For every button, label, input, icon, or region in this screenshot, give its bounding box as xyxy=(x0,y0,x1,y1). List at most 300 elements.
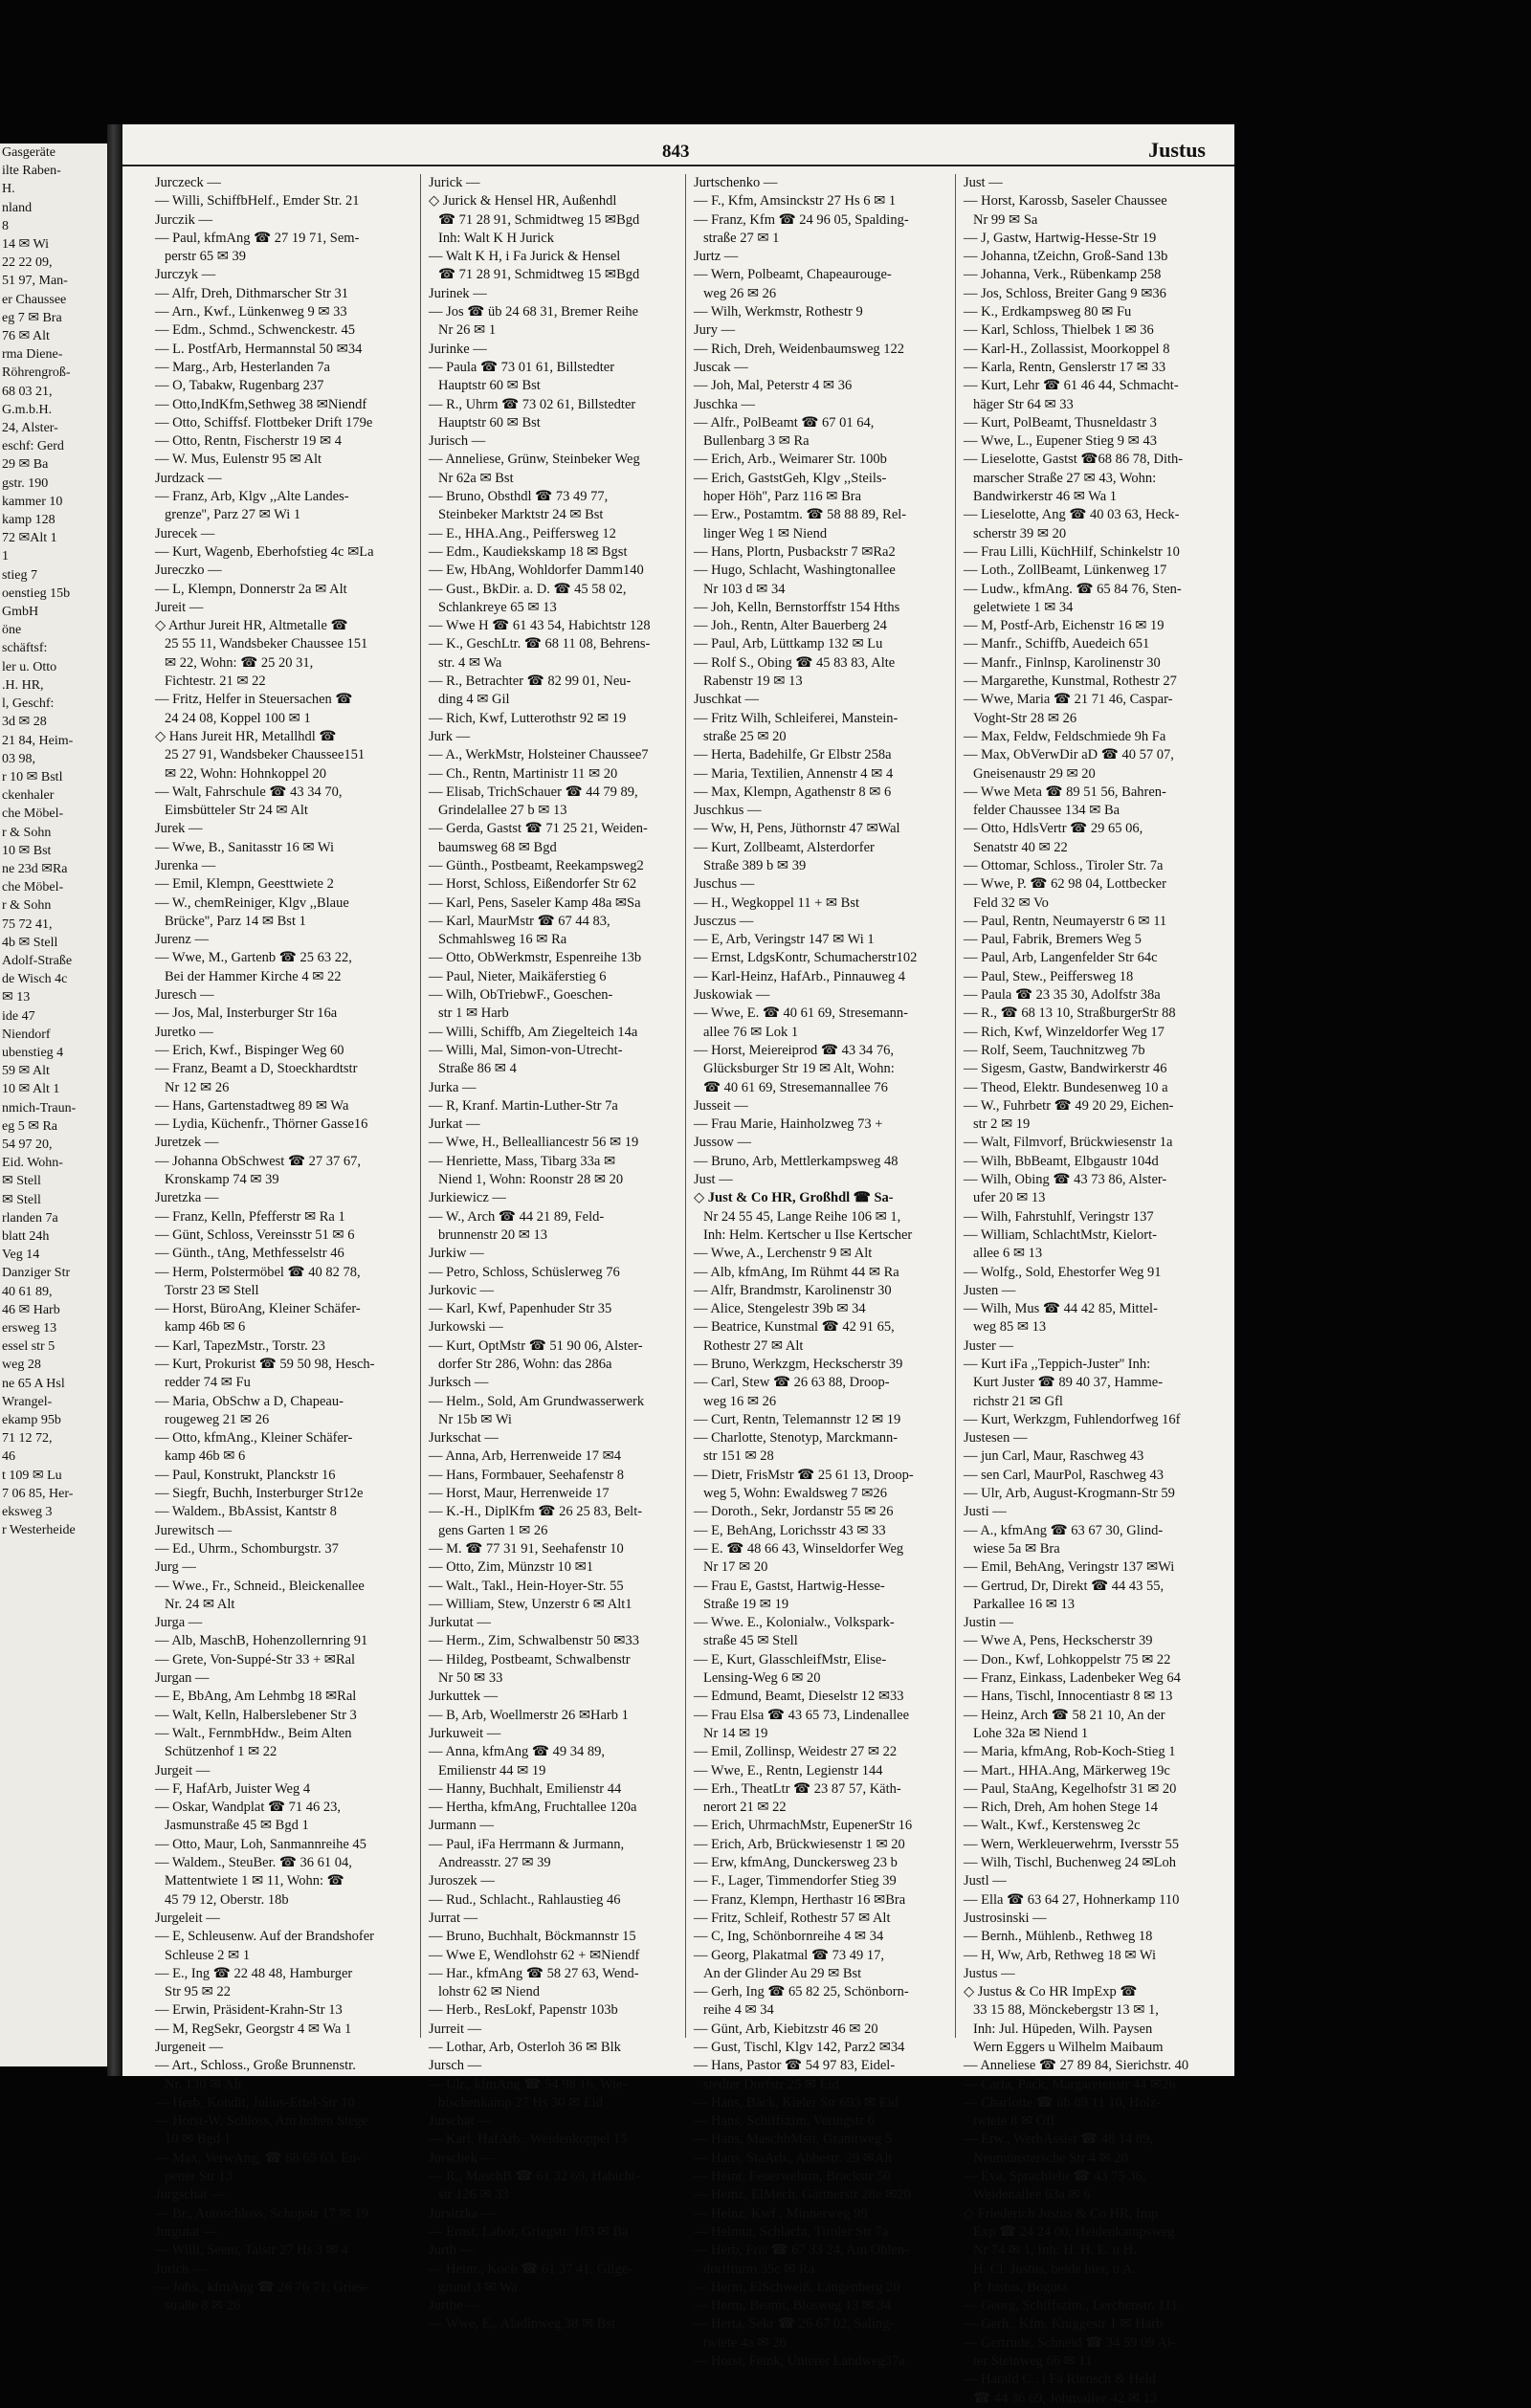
directory-entry-line: Kurt Juster ☎ 89 40 37, Hamme- xyxy=(973,1375,1164,1391)
directory-entry-line: — E, BehAng, Lorichsstr 43 ✉ 33 xyxy=(694,1522,886,1538)
directory-entry-line: — Bruno, Buchhalt, Böckmannstr 15 xyxy=(429,1929,636,1945)
directory-entry-line: — Frau E, Gastst, Hartwig-Hesse- xyxy=(694,1578,885,1594)
directory-entry-line: — Grete, Von-Suppé-Str 33 + ✉Ral xyxy=(155,1651,356,1668)
directory-entry-line: — Franz, Klempn, Herthastr 16 ✉Bra xyxy=(694,1891,906,1908)
directory-entry-line: — Wwe, E., Rentn, Legienstr 144 xyxy=(694,1762,883,1778)
directory-entry-line: — Paul, iFa Herrmann & Jurmann, xyxy=(429,1836,625,1852)
surname-heading: Juscak — xyxy=(694,359,748,375)
directory-entry-line: — M, Postf-Arb, Eichenstr 16 ✉ 19 xyxy=(964,618,1165,634)
directory-entry-line: — Franz, Beamt a D, Stoeckhardtstr xyxy=(155,1061,358,1077)
directory-entry-line: felder Chaussee 134 ✉ Ba xyxy=(973,803,1121,819)
directory-entry-line: — Karl-Heinz, HafArb., Pinnauweg 4 xyxy=(694,968,906,984)
surname-heading: Jurk — xyxy=(429,728,471,744)
directory-entry-line: — Hans, Schiffszim, Veringstr 6 xyxy=(694,2113,875,2130)
surname-heading: Jurga — xyxy=(155,1615,203,1631)
directory-entry-line: — E, Arb, Veringstr 147 ✉ Wi 1 xyxy=(694,932,875,948)
directory-entry-line: — Alfr., PolBeamt ☎ 67 01 64, xyxy=(694,414,875,431)
directory-entry-line: — F, HafArb, Juister Weg 4 xyxy=(155,1780,311,1797)
directory-entry-line: Nr. 24 ✉ Alt xyxy=(165,1596,235,1612)
directory-entry-line: — Wwe Meta ☎ 89 51 56, Bahren- xyxy=(964,784,1166,800)
directory-entry-line: grund 3 ✉ Wa xyxy=(438,2279,518,2295)
directory-entry-line: — F., Kfm, Amsinckstr 27 Hs 6 ✉ 1 xyxy=(694,193,897,210)
fragment-line: 22 22 09, xyxy=(2,255,53,271)
directory-entry-line: — K., GeschLtr. ☎ 68 11 08, Behrens- xyxy=(429,636,651,652)
directory-entry-line: — L. PostfArb, Hermannstal 50 ✉34 xyxy=(155,341,363,357)
fragment-line: r Westerheide xyxy=(2,1523,76,1538)
directory-entry-line: — R., Betrachter ☎ 82 99 01, Neu- xyxy=(429,674,632,690)
directory-entry-line: — Oskar, Wandplat ☎ 71 46 23, xyxy=(155,1800,342,1816)
directory-entry-line: — Franz, Arb, Klgv ,,Alte Landes- xyxy=(155,489,349,505)
fragment-line: ckenhaler xyxy=(2,788,55,804)
previous-page-fragment xyxy=(0,144,107,2066)
directory-entry-line: — Herm, Beamt, Blosweg 13 ✉ 34 xyxy=(694,2298,892,2314)
directory-entry-line: An der Glinder Au 29 ✉ Bst xyxy=(703,1965,862,1981)
directory-entry-line: — E, Schleusenw. Auf der Brandshofer xyxy=(155,1929,374,1945)
directory-entry-line: — B, Arb, Woellmerstr 26 ✉Harb 1 xyxy=(429,1707,629,1723)
directory-entry-line: — Harald C., i Fa Riensch & Held xyxy=(964,2372,1156,2388)
directory-entry-line: — Hildeg, Postbeamt, Schwalbenstr xyxy=(429,1651,631,1668)
directory-entry-line: — W. Mus, Eulenstr 95 ✉ Alt xyxy=(155,452,322,468)
directory-entry-line: — Horst, Karossb, Saseler Chaussee xyxy=(964,193,1167,210)
surname-heading: Juschkat — xyxy=(694,692,760,708)
directory-entry-line: — Wwe, M., Gartenb ☎ 25 63 22, xyxy=(155,950,352,966)
directory-entry-line: — Wern, Polbeamt, Chapeaurouge- xyxy=(694,267,892,283)
directory-entry-line: — Willi, SchiffbHelf., Emder Str. 21 xyxy=(155,193,360,210)
fragment-line: 40 61 89, xyxy=(2,1284,53,1299)
directory-entry-line: — Paul, Arb, Lüttkamp 132 ✉ Lu xyxy=(694,636,883,652)
directory-entry-line: Nr 74 ✉ 1, Inh: H. H. E. u H. xyxy=(973,2242,1137,2259)
surname-heading: Jurdzack — xyxy=(155,470,222,486)
directory-entry-line: — Otto,IndKfm,Sethweg 38 ✉Niendf xyxy=(155,396,367,412)
surname-heading: Jurth — xyxy=(429,2242,475,2259)
directory-entry-line: Bei der Hammer Kirche 4 ✉ 22 xyxy=(165,968,342,984)
directory-entry-line: — Anneliese ☎ 27 89 84, Sierichstr. 40 xyxy=(964,2058,1189,2074)
directory-entry-line: — R., MaschB ☎ 61 32 69, Habicht- xyxy=(429,2169,641,2185)
surname-heading: Jury — xyxy=(694,322,736,339)
directory-entry-line: — Wwe, E., Aladinweg 38 ✉ Bst xyxy=(429,2316,616,2332)
directory-entry-line: — Doroth., Sekr, Jordanstr 55 ✉ 26 xyxy=(694,1504,894,1520)
surname-heading: Jurkiewicz — xyxy=(429,1190,506,1206)
directory-entry-line: Nr 99 ✉ Sa xyxy=(973,211,1038,228)
surname-heading: Jureczko — xyxy=(155,563,222,579)
directory-entry-line: baumsweg 68 ✉ Bgd xyxy=(438,839,557,855)
directory-entry-line: Grindelallee 27 b ✉ 13 xyxy=(438,803,567,819)
directory-entry-line: ☎ 44 36 69, Johnsallee 42 ✉ 13 xyxy=(973,2390,1158,2406)
directory-entry-line: — Hertha, kfmAng, Fruchtallee 120a xyxy=(429,1800,637,1816)
surname-heading: Jurkiw — xyxy=(429,1246,484,1262)
fragment-line: kammer 10 xyxy=(2,494,63,509)
directory-entry-line: — Herm, ElSchweiß, Langenberg 20 xyxy=(694,2279,900,2295)
directory-entry-line: — Erich, Kwf., Bispinger Weg 60 xyxy=(155,1042,344,1058)
directory-entry-line: geletwiete 1 ✉ 34 xyxy=(973,599,1074,615)
directory-entry-line: — Franz, Einkass, Ladenbeker Weg 64 xyxy=(964,1670,1181,1687)
surname-heading: Jurczyk — xyxy=(155,267,216,283)
surname-heading: Jurtschenko — xyxy=(694,175,778,190)
directory-entry-line: — Karl, TapezMstr., Torstr. 23 xyxy=(155,1337,325,1354)
directory-entry-line: — Johanna ObSchwest ☎ 27 37 67, xyxy=(155,1153,362,1169)
directory-entry-line: — Art., Schloss., Große Brunnenstr. xyxy=(155,2058,356,2074)
directory-entry-line: — Charlotte, Stenotyp, Marckmann- xyxy=(694,1430,899,1447)
directory-entry-line: — M. ☎ 77 31 91, Seehafenstr 10 xyxy=(429,1540,624,1557)
fragment-line: 54 97 20, xyxy=(2,1137,53,1152)
directory-entry-line: — Horst, Meiereiprod ☎ 43 34 76, xyxy=(694,1042,894,1058)
directory-entry-line: Nr 17 ✉ 20 xyxy=(703,1559,768,1576)
surname-heading: Juretzek — xyxy=(155,1135,219,1151)
surname-heading: Jurczik — xyxy=(155,211,212,228)
directory-entry-line: — Wwe E, Wendlohstr 62 + ✉Niendf xyxy=(429,1947,640,1963)
surname-heading: Jurenka — xyxy=(155,857,216,873)
directory-entry-line: straße 27 ✉ 1 xyxy=(703,230,780,246)
directory-entry-line: — sen Carl, MaurPol, Raschweg 43 xyxy=(964,1467,1165,1483)
surname-heading: Jurka — xyxy=(429,1079,477,1095)
directory-entry-line: — Wwe, P. ☎ 62 98 04, Lottbecker xyxy=(964,876,1166,893)
directory-entry-line: — J, Gastw, Hartwig-Hesse-Str 19 xyxy=(964,230,1157,246)
surname-heading: Jusczus — xyxy=(694,913,754,929)
directory-entry-line: allee 76 ✉ Lok 1 xyxy=(703,1024,799,1040)
fragment-line: rma Diene- xyxy=(2,347,63,363)
directory-entry-line: Rothestr 27 ✉ Alt xyxy=(703,1337,804,1354)
surname-heading: Jusseit — xyxy=(694,1097,748,1114)
fragment-line: 75 72 41, xyxy=(2,917,53,932)
directory-entry-line: — Gertrude, Schneid ☎ 34 59 09 Al- xyxy=(964,2334,1176,2351)
directory-entry-line: Jasmunstraße 45 ✉ Bgd 1 xyxy=(165,1818,309,1834)
directory-entry-line: — Joh, Kelln, Bernstorffstr 154 Hths xyxy=(694,599,900,615)
directory-entry-line: Nr 14 ✉ 19 xyxy=(703,1725,768,1741)
surname-heading: Jurek — xyxy=(155,821,203,837)
fragment-line: ubenstieg 4 xyxy=(2,1045,64,1060)
surname-heading: Jurgeneit — xyxy=(155,2039,224,2055)
directory-entry-line: twiete 8 ✉ Gfl xyxy=(973,2113,1055,2130)
directory-entry-line: — Walt, Kelln, Halberslebener Str 3 xyxy=(155,1707,357,1723)
directory-entry-line: — Heinz, Arch ☎ 58 21 10, An der xyxy=(964,1707,1165,1723)
directory-entry-line: — Wwe A, Pens, Heckscherstr 39 xyxy=(964,1633,1153,1649)
directory-entry-line: — E, Kurt, GlasschleifMstr, Elise- xyxy=(694,1651,887,1668)
surname-heading: Jurmann — xyxy=(429,1818,495,1834)
directory-entry-line: Straße 389 b ✉ 39 xyxy=(703,857,807,873)
surname-heading: Jurinke — xyxy=(429,341,487,357)
directory-entry-line: — Wwe. E., Kolonialw., Volkspark- xyxy=(694,1615,895,1631)
fragment-line: eg 7 ✉ Bra xyxy=(2,310,62,325)
directory-entry-line: — Wilh, ObTriebwF., Goeschen- xyxy=(429,987,613,1004)
directory-entry-line: — Günt, Arb, Kiebitzstr 46 ✉ 20 xyxy=(694,2021,878,2037)
surname-heading: Juskowiak — xyxy=(694,987,770,1004)
fragment-line: 51 97, Man- xyxy=(2,274,68,289)
directory-entry-line: — Wwe, B., Sanitasstr 16 ✉ Wi xyxy=(155,839,335,855)
directory-entry-line: Inh: Walt K H Jurick xyxy=(438,230,554,246)
directory-entry-line: — Emil, BehAng, Veringstr 137 ✉Wi xyxy=(964,1559,1175,1576)
directory-entry-line: — Max, Klempn, Agathenstr 8 ✉ 6 xyxy=(694,784,892,800)
directory-entry-line: — Horst, Feink, Unterer Landweg37a xyxy=(694,2353,905,2370)
directory-entry-line: — Max, Feldw, Feldschmiede 9h Fa xyxy=(964,728,1166,744)
directory-entry-line: — Herm, Polstermöbel ☎ 40 82 78, xyxy=(155,1264,361,1280)
surname-heading: Jurczeck — xyxy=(155,175,221,190)
directory-entry-line: — Gertrud, Dr, Direkt ☎ 44 43 55, xyxy=(964,1578,1165,1594)
directory-entry-line: — Paul, Fabrik, Bremers Weg 5 xyxy=(964,932,1142,948)
directory-column-3 xyxy=(685,174,952,2370)
directory-entry-line: — Gerda, Gastst ☎ 71 25 21, Weiden- xyxy=(429,821,648,837)
directory-entry-line: — Anneliese, Grünw, Steinbeker Weg xyxy=(429,452,640,468)
directory-entry-line: allee 6 ✉ 13 xyxy=(973,1246,1043,1262)
surname-heading: Jurgeleit — xyxy=(155,1910,220,1926)
directory-entry-line: — Curt, Rentn, Telemannstr 12 ✉ 19 xyxy=(694,1411,901,1427)
directory-entry-line: Inh: Helm. Kertscher u Ilse Kertscher xyxy=(703,1226,913,1243)
directory-entry-line: — Waldem., BbAssist, Kantstr 8 xyxy=(155,1504,337,1520)
directory-entry-line: straße 8 ✉ 26 xyxy=(165,2298,241,2314)
fragment-line: GmbH xyxy=(2,605,39,620)
directory-entry-line: — Erh., TheatLtr ☎ 23 87 57, Käth- xyxy=(694,1780,901,1797)
directory-entry-line: 33 15 88, Mönckebergstr 13 ✉ 1, xyxy=(973,2002,1159,2019)
fragment-line: 10 ✉ Alt 1 xyxy=(2,1082,60,1097)
surname-heading: Juroszek — xyxy=(429,1873,495,1889)
directory-entry-line: — Fritz Wilh, Schleiferei, Manstein- xyxy=(694,710,899,726)
fragment-line: 29 ✉ Ba xyxy=(2,457,49,473)
directory-entry-line: — Helm., Sold, Am Grundwasserwerk xyxy=(429,1393,645,1409)
directory-entry-line: — Alb, MaschB, Hohenzollernring 91 xyxy=(155,1633,368,1649)
directory-entry-line: — Wilh, Mus ☎ 44 42 85, Mittel- xyxy=(964,1301,1158,1317)
directory-entry-line: rougeweg 21 ✉ 26 xyxy=(165,1411,270,1427)
directory-entry-line: ✉ 22, Wohn: Hohnkoppel 20 xyxy=(165,765,327,782)
directory-page xyxy=(122,124,1234,2406)
directory-entry-line: — Rolf, Seem, Tauchnitzweg 7b xyxy=(964,1042,1145,1058)
directory-entry-line: Hauptstr 60 ✉ Bst xyxy=(438,414,541,431)
directory-entry-line: — Bruno, Obsthdl ☎ 73 49 77, xyxy=(429,489,609,505)
directory-entry-line: — Bernh., Mühlenb., Rethweg 18 xyxy=(964,1929,1153,1945)
surname-heading: Justus — xyxy=(964,1965,1015,1981)
directory-entry-line: scherstr 39 ✉ 20 xyxy=(973,525,1067,541)
surname-heading: Just — xyxy=(964,175,1003,190)
fragment-line: 46 xyxy=(2,1449,15,1465)
directory-entry-line: — Otto, kfmAng., Kleiner Schäfer- xyxy=(155,1430,353,1447)
directory-entry-line: Neumünstersche Str 4 ✉ 20 xyxy=(973,2150,1128,2166)
fragment-line: ilte Raben- xyxy=(2,164,61,179)
fragment-line: kamp 128 xyxy=(2,513,55,528)
directory-entry-line: — Dietr, FrisMstr ☎ 25 61 13, Droop- xyxy=(694,1467,914,1483)
surname-heading: Jurisch — xyxy=(429,433,486,450)
surname-heading: Juschus — xyxy=(694,876,755,893)
directory-entry-line: — Hans, Tischl, Innocentiastr 8 ✉ 13 xyxy=(964,1689,1173,1705)
directory-entry-line: — Herb, Kondit, Julius-Ertel-Str 10 xyxy=(155,2094,355,2110)
directory-entry-line: str 1 ✉ Harb xyxy=(438,1005,509,1022)
directory-entry-line: — Waldem., SteuBer. ☎ 36 61 04, xyxy=(155,1855,352,1871)
directory-entry-line: — Carla, Pack, Margaretenstr 44 ✉26 xyxy=(964,2076,1176,2092)
directory-entry-line: — Elisab, TrichSchauer ☎ 44 79 89, xyxy=(429,784,638,800)
directory-entry-line: — Bruno, Arb, Mettlerkampsweg 48 xyxy=(694,1153,899,1169)
fragment-line: 71 12 72, xyxy=(2,1431,53,1447)
surname-heading: Jurkuweit — xyxy=(429,1725,501,1741)
directory-entry-line: — Walt., FernmbHdw., Beim Alten xyxy=(155,1725,352,1741)
fragment-line: Niendorf xyxy=(2,1027,51,1042)
directory-entry-line: 25 27 91, Wandsbeker Chaussee151 xyxy=(165,747,366,763)
directory-entry-line: ☎ 40 61 69, Stresemannallee 76 xyxy=(703,1079,888,1095)
directory-entry-line: — Georg, Plakatmal ☎ 73 49 17, xyxy=(694,1947,885,1963)
directory-entry-line: — Rud., Schlacht., Rahlaustieg 46 xyxy=(429,1891,621,1908)
directory-column-2 xyxy=(420,174,682,2332)
surname-heading: Jurkovic — xyxy=(429,1282,495,1298)
directory-entry-line: — Herta, Sekr ☎ 26 67 02, Saling- xyxy=(694,2316,895,2332)
directory-entry-line: — Kurt, Wagenb, Eberhofstieg 4c ✉La xyxy=(155,543,374,560)
directory-entry-line: — Paul, kfmAng ☎ 27 19 71, Sem- xyxy=(155,230,360,246)
directory-entry-line: — Otto, Schiffsf. Flottbeker Drift 179e xyxy=(155,414,373,431)
directory-entry-line: straße 25 ✉ 20 xyxy=(703,728,787,744)
directory-entry-line: — E., Ing ☎ 22 48 48, Hamburger xyxy=(155,1965,353,1981)
directory-entry-line: — Hans, Pastor ☎ 54 97 83, Eidel- xyxy=(694,2058,896,2074)
fragment-line: 14 ✉ Wi xyxy=(2,237,50,253)
surname-heading: Justl — xyxy=(964,1873,1007,1889)
directory-entry-line: linger Weg 1 ✉ Niend xyxy=(703,525,828,541)
directory-entry-line: — Jos ☎ üb 24 68 31, Bremer Reihe xyxy=(429,304,639,320)
directory-entry-line: — Edm., Schmd., Schwenckestr. 45 xyxy=(155,322,356,339)
directory-entry-line: str 151 ✉ 28 xyxy=(703,1448,774,1465)
surname-heading: Jurtz — xyxy=(694,249,739,265)
fragment-line: 46 ✉ Harb xyxy=(2,1302,60,1317)
directory-entry-line: stedter Dorfstr 25 ✉ Eid xyxy=(703,2076,839,2092)
directory-entry-line: — K.-H., DiplKfm ☎ 26 25 83, Belt- xyxy=(429,1504,643,1520)
surname-heading: Jussow — xyxy=(694,1135,752,1151)
surname-heading: Justen — xyxy=(964,1282,1016,1298)
directory-entry-line: bischenkamp 27 Hs 30 ✉ Eid xyxy=(438,2094,604,2110)
surname-heading: Jurecek — xyxy=(155,525,215,541)
surname-heading: Jurick — xyxy=(429,175,480,190)
directory-entry-line: Steinbeker Marktstr 24 ✉ Bst xyxy=(438,507,604,523)
directory-entry-line: — Alb, kfmAng, Im Rühmt 44 ✉ Ra xyxy=(694,1264,899,1280)
directory-entry-line: — Erich, Arb., Weimarer Str. 100b xyxy=(694,452,887,468)
directory-entry-line: — Paula ☎ 23 35 30, Adolfstr 38a xyxy=(964,987,1161,1004)
directory-entry-line: — William, SchlachtMstr, Kielort- xyxy=(964,1226,1157,1243)
directory-entry-line: Feld 32 ✉ Vo xyxy=(973,895,1049,911)
directory-entry-line: redder 74 ✉ Fu xyxy=(165,1375,251,1391)
running-head: Justus xyxy=(1148,138,1206,162)
directory-entry-line: — Wilh, BbBeamt, Elbgaustr 104d xyxy=(964,1153,1159,1169)
surname-heading: Juschkus — xyxy=(694,803,762,819)
directory-entry-line: Schlankreye 65 ✉ 13 xyxy=(438,599,557,615)
directory-entry-line: str 126 ✉ 33 xyxy=(438,2187,509,2203)
directory-entry-line: Gneisenaustr 29 ✉ 20 xyxy=(973,765,1096,782)
surname-heading: Jurewitsch — xyxy=(155,1522,233,1538)
surname-heading: Juretzka — xyxy=(155,1190,219,1206)
directory-entry-line: häger Str 64 ✉ 33 xyxy=(973,396,1074,412)
directory-entry-line: H. Cl. Justus, beide hier, u A. xyxy=(973,2261,1136,2277)
directory-entry-line: — Kurt, Werkzgm, Fuhlendorfweg 16f xyxy=(964,1411,1181,1427)
directory-entry-line: 10 ✉ Bgd 1 xyxy=(165,2132,231,2148)
surname-heading: Juschka — xyxy=(694,396,756,412)
directory-entry-line: — Horst, Maur, Herrenweide 17 xyxy=(429,1486,610,1502)
directory-entry-line: — Hans, StaArb., Abbestr. 29 ✉Alt xyxy=(694,2150,893,2166)
directory-entry-line: — Hanny, Buchhalt, Emilienstr 44 xyxy=(429,1780,622,1797)
directory-entry-line: — Ella ☎ 63 64 27, Hohnerkamp 110 xyxy=(964,1891,1180,1908)
directory-entry-line: — O, Tabakw, Rugenbarg 237 xyxy=(155,378,324,394)
directory-entry-line: — Henriette, Mass, Tibarg 33a ✉ xyxy=(429,1153,616,1169)
fragment-line: 24, Alster- xyxy=(2,421,58,436)
fragment-line: eschf: Gerd xyxy=(2,439,64,454)
directory-entry-line: — Ernst, LdgsKontr, Schumacherstr102 xyxy=(694,950,918,966)
fragment-line: 8 xyxy=(2,218,9,233)
fragment-line: 21 84, Heim- xyxy=(2,733,74,748)
directory-entry-line: P. Justus, Bogota xyxy=(973,2279,1068,2295)
surname-heading: Justesen — xyxy=(964,1430,1028,1447)
directory-entry-line: Nr 103 d ✉ 34 xyxy=(703,581,786,597)
fragment-line: ✉ 13 xyxy=(2,990,31,1005)
directory-entry-line: — R., Uhrm ☎ 73 02 61, Billstedter xyxy=(429,396,636,412)
directory-entry-line: — Walt, Fahrschule ☎ 43 34 70, xyxy=(155,784,343,800)
directory-entry-line: — E., HHA.Ang., Peiffersweg 12 xyxy=(429,525,616,541)
directory-entry-line: — Hugo, Schlacht, Washingtonallee xyxy=(694,563,896,579)
directory-entry-line: — Gust, Tischl, Klgv 142, Parz2 ✉34 xyxy=(694,2039,905,2055)
fragment-line: Adolf-Straße xyxy=(2,953,73,968)
fragment-line: l, Geschf: xyxy=(2,696,55,712)
directory-entry-line: — Hans, Bäck, Kieler Str 693 ✉ Eid xyxy=(694,2094,899,2110)
directory-entry-line: — Alice, Stengelestr 39b ✉ 34 xyxy=(694,1301,866,1317)
directory-entry-line: — Max, VerwAng, ☎ 68 65 63, Eu- xyxy=(155,2150,362,2166)
page-number: 843 xyxy=(662,142,690,162)
directory-entry-line: — Karl, HafArb., Weidenkoppel 15 xyxy=(429,2132,628,2148)
directory-entry-line: — Emil, Zollinsp, Weidestr 27 ✉ 22 xyxy=(694,1744,898,1760)
directory-entry-line: Voght-Str 28 ✉ 26 xyxy=(973,710,1077,726)
surname-heading: Jurkutat — xyxy=(429,1615,491,1631)
directory-entry-line: Parkallee 16 ✉ 13 xyxy=(973,1596,1075,1612)
directory-entry-line: — Franz, Kfm ☎ 24 96 05, Spalding- xyxy=(694,211,909,228)
directory-entry-line: — Günt, Schloss, Vereinsstr 51 ✉ 6 xyxy=(155,1226,355,1243)
directory-entry-line: ter Steinweg 66 ✉ 11 xyxy=(973,2353,1093,2370)
directory-entry-line: — Charlotte ☎ üb 89 11 10, Holz- xyxy=(964,2094,1161,2110)
directory-entry-line: — R., ☎ 68 13 10, StraßburgerStr 88 xyxy=(964,1005,1176,1022)
surname-heading: Jursitzka — xyxy=(429,2205,496,2221)
directory-entry-line: Glücksburger Str 19 ✉ Alt, Wohn: xyxy=(703,1061,895,1077)
directory-entry-line: — Hans, MaschbMstr, Granitweg 5 xyxy=(694,2132,893,2148)
directory-entry-line: — Erich, UhrmachMstr, EupenerStr 16 xyxy=(694,1818,913,1834)
directory-entry-line: — Marg., Arb, Hesterlanden 7a xyxy=(155,359,330,375)
directory-entry-line: Bandwirkerstr 46 ✉ Wa 1 xyxy=(973,489,1118,505)
surname-heading: Jurich — xyxy=(155,2261,207,2277)
directory-entry-line: — Erw., Postamtm. ☎ 58 88 89, Rel- xyxy=(694,507,907,523)
directory-entry-line: Fichtestr. 21 ✉ 22 xyxy=(165,674,266,690)
directory-entry-line: — Wwe, A., Lerchenstr 9 ✉ Alt xyxy=(694,1246,873,1262)
directory-entry-line: Nr 50 ✉ 33 xyxy=(438,1670,503,1687)
directory-entry-line: ☎ 71 28 91, Schmidtweg 15 ✉Bgd xyxy=(438,267,640,283)
directory-entry-line: — Walt K H, i Fa Jurick & Hensel xyxy=(429,249,621,265)
directory-entry-line: — Paul, Konstrukt, Planckstr 16 xyxy=(155,1467,336,1483)
directory-entry-line: weg 5, Wohn: Ewaldsweg 7 ✉26 xyxy=(703,1486,887,1502)
fragment-line: 1 xyxy=(2,549,9,564)
fragment-line: t 109 ✉ Lu xyxy=(2,1468,62,1483)
directory-entry-line: gens Garten 1 ✉ 26 xyxy=(438,1522,548,1538)
directory-entry-line: — Gerh., Kfm, Kniggestr 1 ✉ Harb xyxy=(964,2316,1164,2332)
directory-entry-line: — Petro, Schloss, Schüslerweg 76 xyxy=(429,1264,620,1280)
directory-entry-line: — L, Klempn, Donnerstr 2a ✉ Alt xyxy=(155,581,347,597)
directory-entry-line: Brücke'', Parz 14 ✉ Bst 1 xyxy=(165,913,306,929)
fragment-line: .H. HR, xyxy=(2,677,44,693)
directory-entry-line: — E, BbAng, Am Lehmbg 18 ✉Ral xyxy=(155,1689,357,1705)
directory-entry-line: — Rolf S., Obing ☎ 45 83 83, Alte xyxy=(694,654,896,671)
directory-entry-line: — Don., Kwf, Lohkoppelstr 75 ✉ 22 xyxy=(964,1651,1171,1668)
directory-entry-line: — jun Carl, Maur, Raschweg 43 xyxy=(964,1448,1144,1465)
directory-entry-line: — Anna, Arb, Herrenweide 17 ✉4 xyxy=(429,1448,622,1465)
fragment-line: essel str 5 xyxy=(2,1339,55,1355)
directory-entry-line: — Gerh, Ing ☎ 65 82 25, Schönborn- xyxy=(694,1984,909,2000)
directory-entry-line: — Gust., BkDir. a. D. ☎ 45 58 02, xyxy=(429,581,627,597)
directory-entry-line: Weidenallee 63a ✉ 6 xyxy=(973,2187,1091,2203)
fragment-line: ✉ Stell xyxy=(2,1192,41,1207)
directory-entry-line: pener Str 13 xyxy=(165,2169,233,2185)
directory-entry-line: — W., Arch ☎ 44 21 89, Feld- xyxy=(429,1208,605,1225)
directory-entry-line: — Kurt, Prokurist ☎ 59 50 98, Hesch- xyxy=(155,1357,375,1372)
directory-entry-line: — Ludw., kfmAng. ☎ 65 84 76, Sten- xyxy=(964,581,1182,597)
surname-heading: Juretko — xyxy=(155,1024,213,1040)
directory-entry-line: — W., chemReiniger, Klgv ,,Blaue xyxy=(155,895,349,911)
directory-entry-line: — C, Ing, Schönbornreihe 4 ✉ 34 xyxy=(694,1929,884,1945)
surname-heading: Jurinek — xyxy=(429,285,487,301)
directory-entry-line: — Ottomar, Schloss., Tiroler Str. 7a xyxy=(964,857,1164,873)
directory-entry-line: — Walt., Takl., Hein-Hoyer-Str. 55 xyxy=(429,1578,624,1594)
